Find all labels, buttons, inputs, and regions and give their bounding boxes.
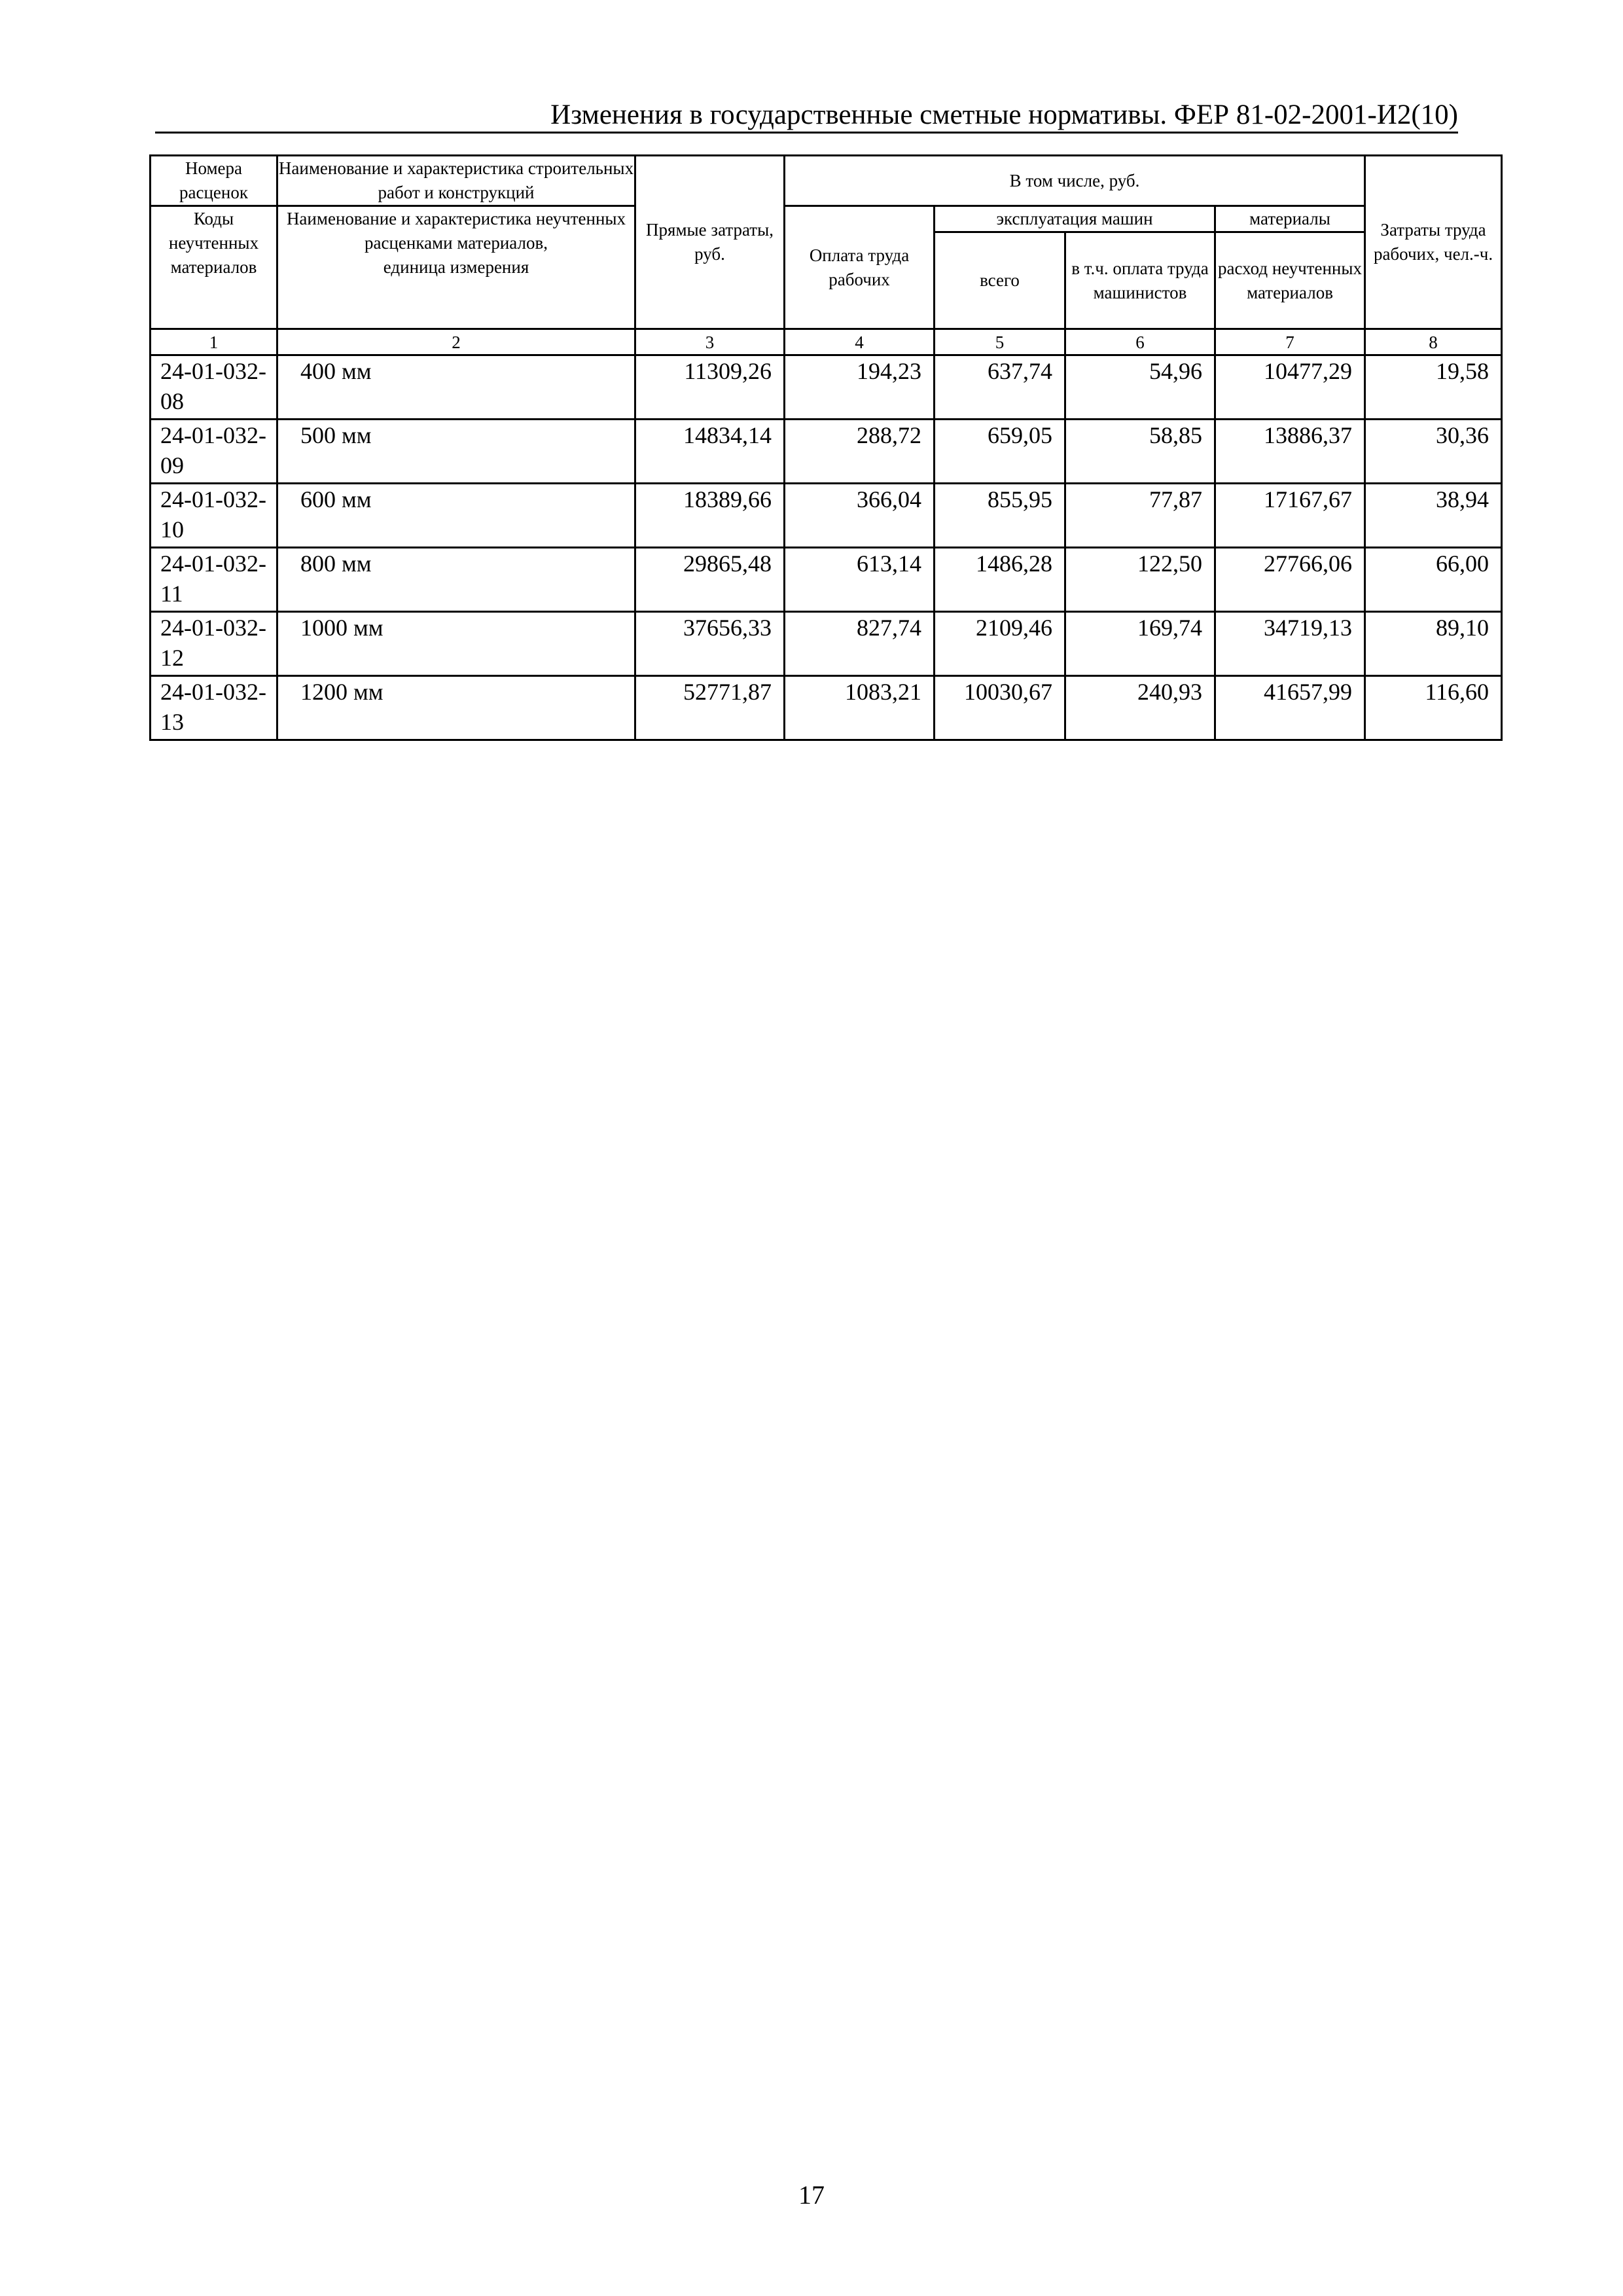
rate-name: 800 мм	[277, 548, 635, 612]
header-including: В том числе, руб.	[785, 156, 1365, 206]
rate-code: 24-01-032-11	[151, 548, 277, 612]
machinist-pay-value: 54,96	[1065, 355, 1215, 420]
machines-total-value: 2109,46	[935, 612, 1065, 676]
rates-table	[149, 154, 1503, 741]
machinist-pay-value: 169,74	[1065, 612, 1215, 676]
rate-name: 1000 мм	[277, 612, 635, 676]
header-machines-total: всего	[935, 232, 1065, 329]
direct-costs-value: 11309,26	[635, 355, 785, 420]
machinist-pay-value: 77,87	[1065, 484, 1215, 548]
materials-value: 34719,13	[1215, 612, 1365, 676]
table-row	[151, 612, 1502, 676]
header-worker-pay: Оплата труда рабочих	[785, 206, 935, 329]
materials-value: 17167,67	[1215, 484, 1365, 548]
worker-pay-value: 194,23	[785, 355, 935, 420]
direct-costs-value: 52771,87	[635, 676, 785, 740]
machinist-pay-value: 58,85	[1065, 420, 1215, 484]
header-unaccounted-materials: расход неучтенных материалов	[1215, 232, 1365, 329]
materials-value: 41657,99	[1215, 676, 1365, 740]
machinist-pay-value: 240,93	[1065, 676, 1215, 740]
table-row	[151, 355, 1502, 420]
table-row	[151, 548, 1502, 612]
header-machinist-pay: в т.ч. оплата труда машинистов	[1065, 232, 1215, 329]
column-number: 5	[935, 329, 1065, 355]
labor-hours-value: 30,36	[1365, 420, 1502, 484]
rate-code: 24-01-032-13	[151, 676, 277, 740]
column-number: 7	[1215, 329, 1365, 355]
rate-code: 24-01-032-12	[151, 612, 277, 676]
header-materials: материалы	[1215, 206, 1365, 232]
column-number-row	[151, 329, 1502, 355]
column-number: 2	[277, 329, 635, 355]
direct-costs-value: 29865,48	[635, 548, 785, 612]
labor-hours-value: 19,58	[1365, 355, 1502, 420]
header-labor-hours: Затраты труда рабочих, чел.-ч.	[1365, 156, 1502, 329]
materials-value: 10477,29	[1215, 355, 1365, 420]
column-number: 6	[1065, 329, 1215, 355]
materials-value: 13886,37	[1215, 420, 1365, 484]
rate-code: 24-01-032-10	[151, 484, 277, 548]
rates-table-container	[149, 154, 1501, 741]
header-material-name	[277, 206, 635, 329]
header-material-name-line1: Наименование и характеристика неучтенных расценками материалов,	[286, 209, 626, 253]
table-row	[151, 420, 1502, 484]
machines-total-value: 855,95	[935, 484, 1065, 548]
labor-hours-value: 66,00	[1365, 548, 1502, 612]
column-number: 4	[785, 329, 935, 355]
header-direct-costs: Прямые затраты, руб.	[635, 156, 785, 329]
machinist-pay-value: 122,50	[1065, 548, 1215, 612]
rate-code: 24-01-032-08	[151, 355, 277, 420]
machines-total-value: 659,05	[935, 420, 1065, 484]
rate-name: 400 мм	[277, 355, 635, 420]
header-material-codes: Коды неучтенных материалов	[151, 206, 277, 329]
header-material-name-line2: единица измерения	[383, 257, 529, 277]
worker-pay-value: 1083,21	[785, 676, 935, 740]
machines-total-value: 1486,28	[935, 548, 1065, 612]
table-row	[151, 484, 1502, 548]
column-number: 8	[1365, 329, 1502, 355]
column-number: 1	[151, 329, 277, 355]
header-rate-numbers: Номера расценок	[151, 156, 277, 206]
page-number: 17	[798, 2180, 825, 2210]
header-row-1	[151, 156, 1502, 206]
rate-name: 1200 мм	[277, 676, 635, 740]
direct-costs-value: 37656,33	[635, 612, 785, 676]
materials-value: 27766,06	[1215, 548, 1365, 612]
header-work-name: Наименование и характеристика строительных работ и конструкций	[277, 156, 635, 206]
labor-hours-value: 116,60	[1365, 676, 1502, 740]
header-row-2	[151, 206, 1502, 232]
direct-costs-value: 18389,66	[635, 484, 785, 548]
page-header	[155, 97, 1458, 134]
worker-pay-value: 288,72	[785, 420, 935, 484]
labor-hours-value: 38,94	[1365, 484, 1502, 548]
machines-total-value: 10030,67	[935, 676, 1065, 740]
column-number: 3	[635, 329, 785, 355]
rate-name: 500 мм	[277, 420, 635, 484]
worker-pay-value: 366,04	[785, 484, 935, 548]
header-machine-operation: эксплуатация машин	[935, 206, 1215, 232]
table-row	[151, 676, 1502, 740]
document-title: Изменения в государственные сметные нормативы. ФЕР 81-02-2001-И2(10)	[550, 99, 1458, 130]
direct-costs-value: 14834,14	[635, 420, 785, 484]
worker-pay-value: 613,14	[785, 548, 935, 612]
rate-name: 600 мм	[277, 484, 635, 548]
machines-total-value: 637,74	[935, 355, 1065, 420]
rate-code: 24-01-032-09	[151, 420, 277, 484]
labor-hours-value: 89,10	[1365, 612, 1502, 676]
worker-pay-value: 827,74	[785, 612, 935, 676]
